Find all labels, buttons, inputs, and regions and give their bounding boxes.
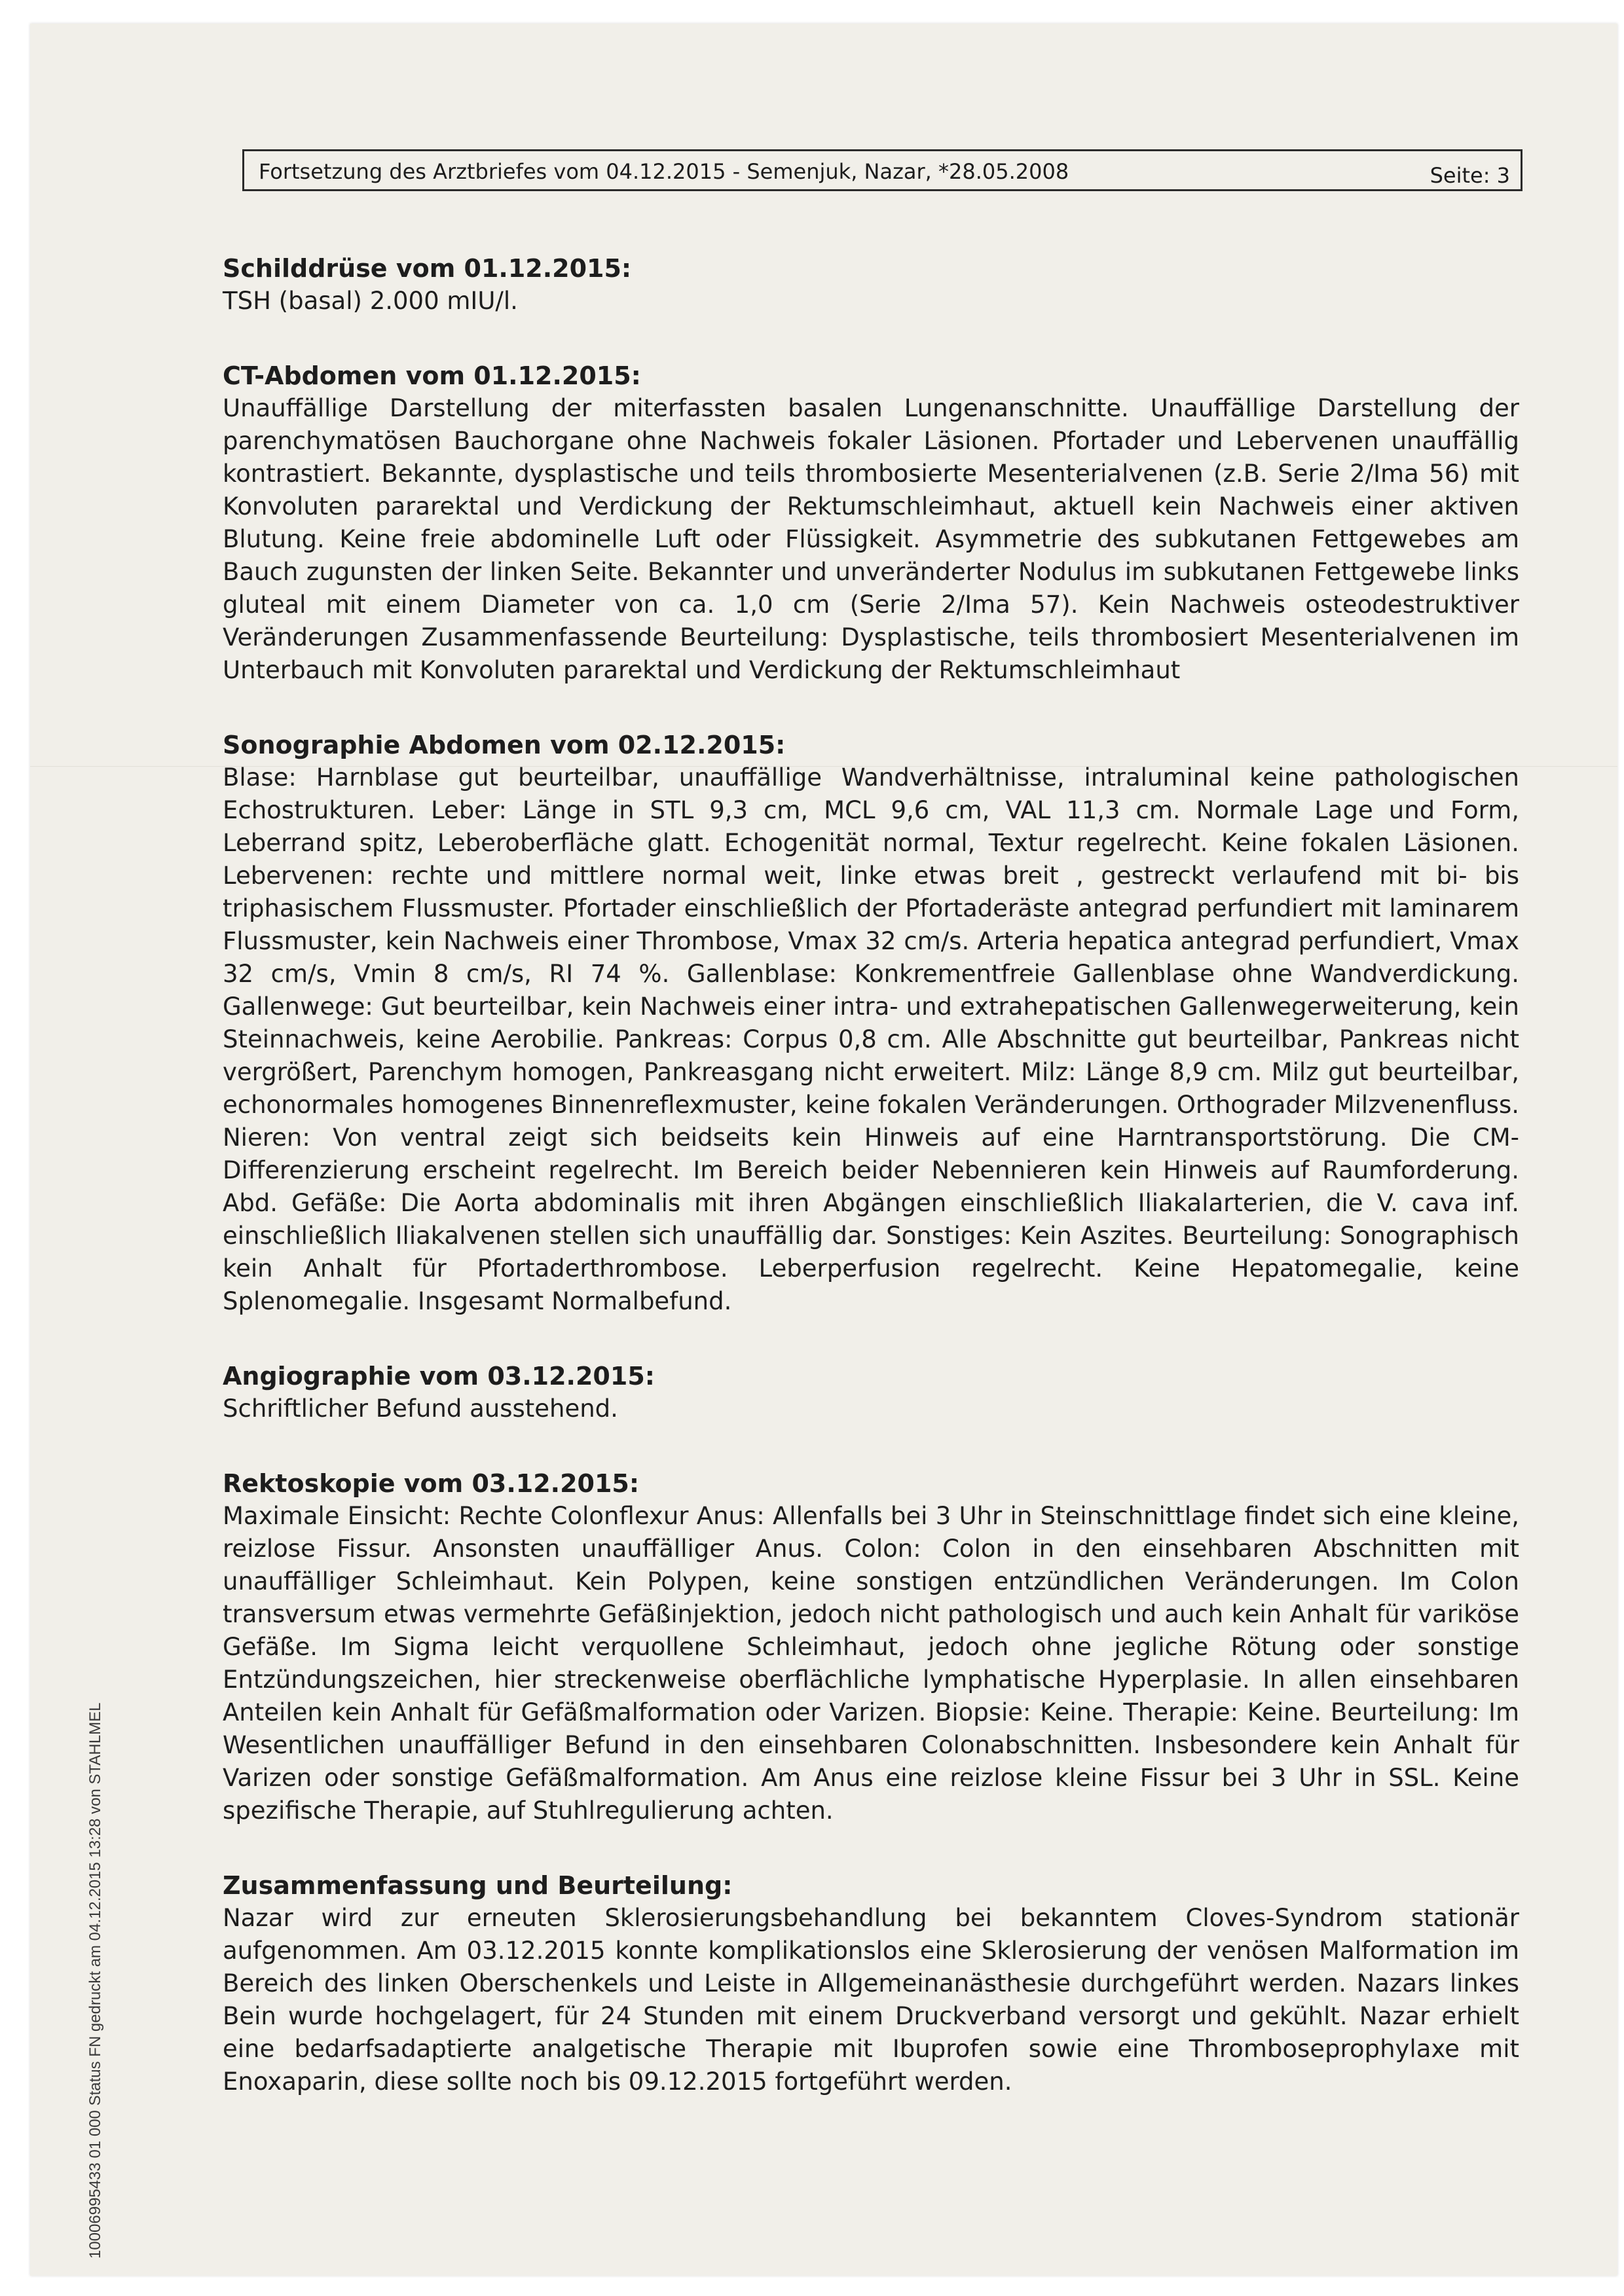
section-angiography [223, 1360, 1519, 1425]
section-text: Maximale Einsicht: Rechte Colonflexur Anus: Allenfalls bei 3 Uhr in Steinschnittlage findet sich eine kleine, reizlose Fissur. Ansonsten unauffälliger Anus. Colon: Colon in den einsehbaren Abschnitten mit unauffälliger Schleimhaut. Kein Polypen, keine sonstigen entzündlichen Veränderungen. Im Colon transversum etwas vermehrte Gefäßinjektion, jedoch nicht pathologisch und auch kein Anhalt für variköse Gefäße. Im Sigma leicht verquollene Schleimhaut, jedoch ohne jegliche Rötung oder sonstige Entzündungszeichen, hier streckenweise oberflächliche lymphatische Hyperplasie. In allen einsehbaren Anteilen kein Anhalt für Gefäßmalformation oder Varizen. Biopsie: Keine. Therapie: Keine. Beurteilung: Im Wesentlichen unauffälliger Befund in den einsehbaren Colonabschnitten. Insbesondere kein Anhalt für Varizen oder sonstige Gefäßmalformation. Am Anus eine reizlose kleine Fissur bei 3 Uhr in SSL. Keine spezifische Therapie, auf Stuhlregulierung achten. [223, 1502, 1519, 1825]
section-title: Sonographie Abdomen vom 02.12.2015: [223, 731, 786, 759]
report-body [223, 252, 1519, 2140]
print-footer-vertical: 10006995433 01 000 Status FN gedruckt am 04.12.2015 13:28 von STAHLMEL [86, 1702, 104, 2259]
section-ct-abdomen [223, 359, 1519, 687]
section-title: Angiographie vom 03.12.2015: [223, 1362, 655, 1391]
section-text: Unauffällige Darstellung der miterfassten basalen Lungenanschnitte. Unauffällige Darstellung der parenchymatösen Bauchorgane ohne Nachweis fokaler Läsionen. Pfortader und Lebervenen unauffällig kontrastiert. Bekannte, dysplastische und teils thrombosierte Mesenterialvenen (z.B. Serie 2/Ima 56) mit Konvoluten pararektal und Verdickung der Rektumschleimhaut, aktuell kein Nachweis einer aktiven Blutung. Keine freie abdominelle Luft oder Flüssigkeit. Asymmetrie des subkutanen Fettgewebes am Bauch zugunsten der linken Seite. Bekannter und unveränderter Nodulus im subkutanen Fettgewebe links gluteal mit einem Diameter von ca. 1,0 cm (Serie 2/Ima 57). Kein Nachweis osteodestruktiver Veränderungen Zusammenfassende Beurteilung: Dysplastische, teils thrombosiert Mesenterialvenen im Unterbauch mit Konvoluten pararektal und Verdickung der Rektumschleimhaut [223, 394, 1519, 684]
page-number: Seite: 3 [1430, 163, 1510, 188]
section-summary [223, 1869, 1519, 2098]
section-title: Zusammenfassung und Beurteilung: [223, 1871, 733, 1900]
letter-header [242, 149, 1522, 191]
section-sonography [223, 729, 1519, 1318]
section-title: CT-Abdomen vom 01.12.2015: [223, 361, 641, 390]
section-thyroid [223, 252, 1519, 318]
section-text: Blase: Harnblase gut beurteilbar, unauffällige Wandverhältnisse, intraluminal keine pathologischen Echostrukturen. Leber: Länge in STL 9,3 cm, MCL 9,6 cm, VAL 11,3 cm. Normale Lage und Form, Leberrand spitz, Leberoberfläche glatt. Echogenität normal, Textur regelrecht. Keine fokalen Läsionen. Lebervenen: rechte und mittlere normal weit, linke etwas breit , gestreckt verlaufend mit bi- bis triphasischem Flussmuster. Pfortader einschließlich der Pfortaderäste antegrad perfundiert mit laminarem Flussmuster, kein Nachweis einer Thrombose, Vmax 32 cm/s. Arteria hepatica antegrad perfundiert, Vmax 32 cm/s, Vmin 8 cm/s, RI 74 %. Gallenblase: Konkrementfreie Gallenblase ohne Wandverdickung. Gallenwege: Gut beurteilbar, kein Nachweis einer intra- und extrahepatischen Gallenwegerweiterung, kein Steinnachweis, keine Aerobilie. Pankreas: Corpus 0,8 cm. Alle Abschnitte gut beurteilbar, Pankreas nicht vergrößert, Parenchym homogen, Pankreasgang nicht erweitert. Milz: Länge 8,9 cm. Milz gut beurteilbar, echonormales homogenes Binnenreflexmuster, keine fokalen Veränderungen. Orthograder Milzvenenfluss. Nieren: Von ventral zeigt sich beidseits kein Hinweis auf eine Harntransportstörung. Die CM-Differenzierung erscheint regelrecht. Im Bereich beider Nebennieren kein Hinweis auf Raumforderung. Abd. Gefäße: Die Aorta abdominalis mit ihren Abgängen einschließlich Iliakalarterien, die V. cava inf. einschließlich Iliakalvenen stellen sich unauffällig dar. Sonstiges: Kein Aszites. Beurteilung: Sonographisch kein Anhalt für Pfortaderthrombose. Leberperfusion regelrecht. Keine Hepatomegalie, keine Splenomegalie. Insgesamt Normalbefund. [223, 763, 1519, 1315]
section-rectoscopy [223, 1467, 1519, 1827]
section-text: Schriftlicher Befund ausstehend. [223, 1394, 618, 1423]
section-text: TSH (basal) 2.000 mIU/l. [223, 287, 518, 315]
section-title: Rektoskopie vom 03.12.2015: [223, 1469, 640, 1498]
section-text: Nazar wird zur erneuten Sklerosierungsbehandlung bei bekanntem Cloves-Syndrom stationär aufgenommen. Am 03.12.2015 konnte komplikationslos eine Sklerosierung der venösen Malformation im Bereich des linken Oberschenkels und Leiste in Allgemeinanästhesie durchgeführt werden. Nazars linkes Bein wurde hochgelagert, für 24 Stunden mit einem Druckverband versorgt und gekühlt. Nazar erhielt eine bedarfsadaptierte analgetische Therapie mit Ibuprofen sowie eine Thromboseprophylaxe mit Enoxaparin, diese sollte noch bis 09.12.2015 fortgeführt werden. [223, 1904, 1519, 2096]
section-title: Schilddrüse vom 01.12.2015: [223, 254, 632, 283]
header-text: Fortsetzung des Arztbriefes vom 04.12.2015 - Semenjuk, Nazar, *28.05.2008 [259, 159, 1069, 184]
